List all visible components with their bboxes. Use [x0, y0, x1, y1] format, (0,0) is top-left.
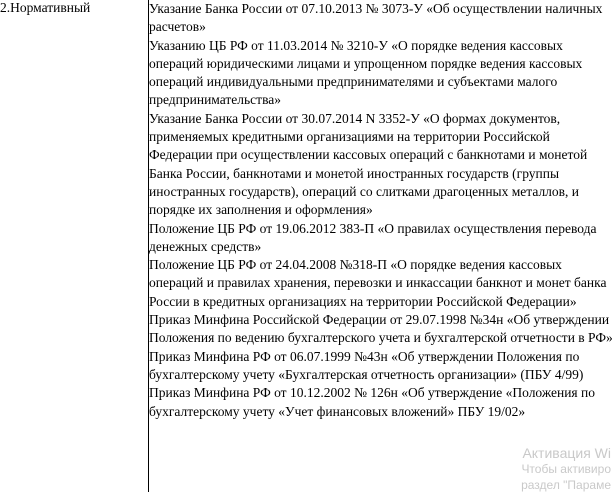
watermark-line-1: Активация Wi [522, 445, 611, 461]
regulation-paragraph: Указание Банка России от 07.10.2013 № 3073-У «Об осуществлении наличных расчетов» [149, 1, 603, 35]
row-label: 2.Нормативный [0, 0, 91, 15]
regulation-paragraph: Положение ЦБ РФ от 19.06.2012 383-П «О правилах осуществления перевода денежных средств» [149, 220, 597, 254]
regulation-paragraph: Указанию ЦБ РФ от 11.03.2014 № 3210-У «О порядке ведения кассовых операций юридическими лицами и упрощенном порядке ведения кассовых операций индивидуальными предпринимателями и субъектами малого предпринимательства» [149, 37, 583, 108]
regulation-paragraph: Приказ Минфина РФ от 06.07.1999 №43н «Об утверждении Положения по бухгалтерскому учету «Бухгалтерская отчетность организации» (ПБУ 4/99) [149, 348, 584, 382]
row-content-cell [149, 0, 615, 492]
regulation-paragraph: Указание Банка России от 30.07.2014 N 3352-У «О формах документов, применяемых кредитными организациями на территории Российской Федерации при осуществлении кассовых операций с банкнотами и монетой Банка России, банкнотами и монетой иностранных государств (группы иностранных государств), операций со слитками драгоценных металлов, и порядке их заполнения и оформления» [149, 110, 588, 218]
regulation-paragraph: Положение ЦБ РФ от 24.04.2008 №318-П «О порядке ведения кассовых операций и правилах хранения, перевозки и инкассации банкнот и монет банка России в кредитных организациях на территории Российской Федерации» [149, 257, 607, 309]
watermark-line-2: Чтобы активиро [521, 462, 611, 476]
regulation-paragraph: Приказ Минфина Российской Федерации от 29.07.1998 №34н «Об утверждении Положения по ведению бухгалтерского учета и бухгалтерской отчетности в РФ» [149, 312, 613, 346]
row-label-cell [0, 0, 148, 492]
regulation-paragraph: Приказ Минфина РФ от 10.12.2002 № 126н «Об утверждение «Положения по бухгалтерскому учету «Учет финансовых вложений» ПБУ 19/02» [149, 385, 595, 419]
watermark-line-3: раздел "Параме [521, 478, 611, 492]
